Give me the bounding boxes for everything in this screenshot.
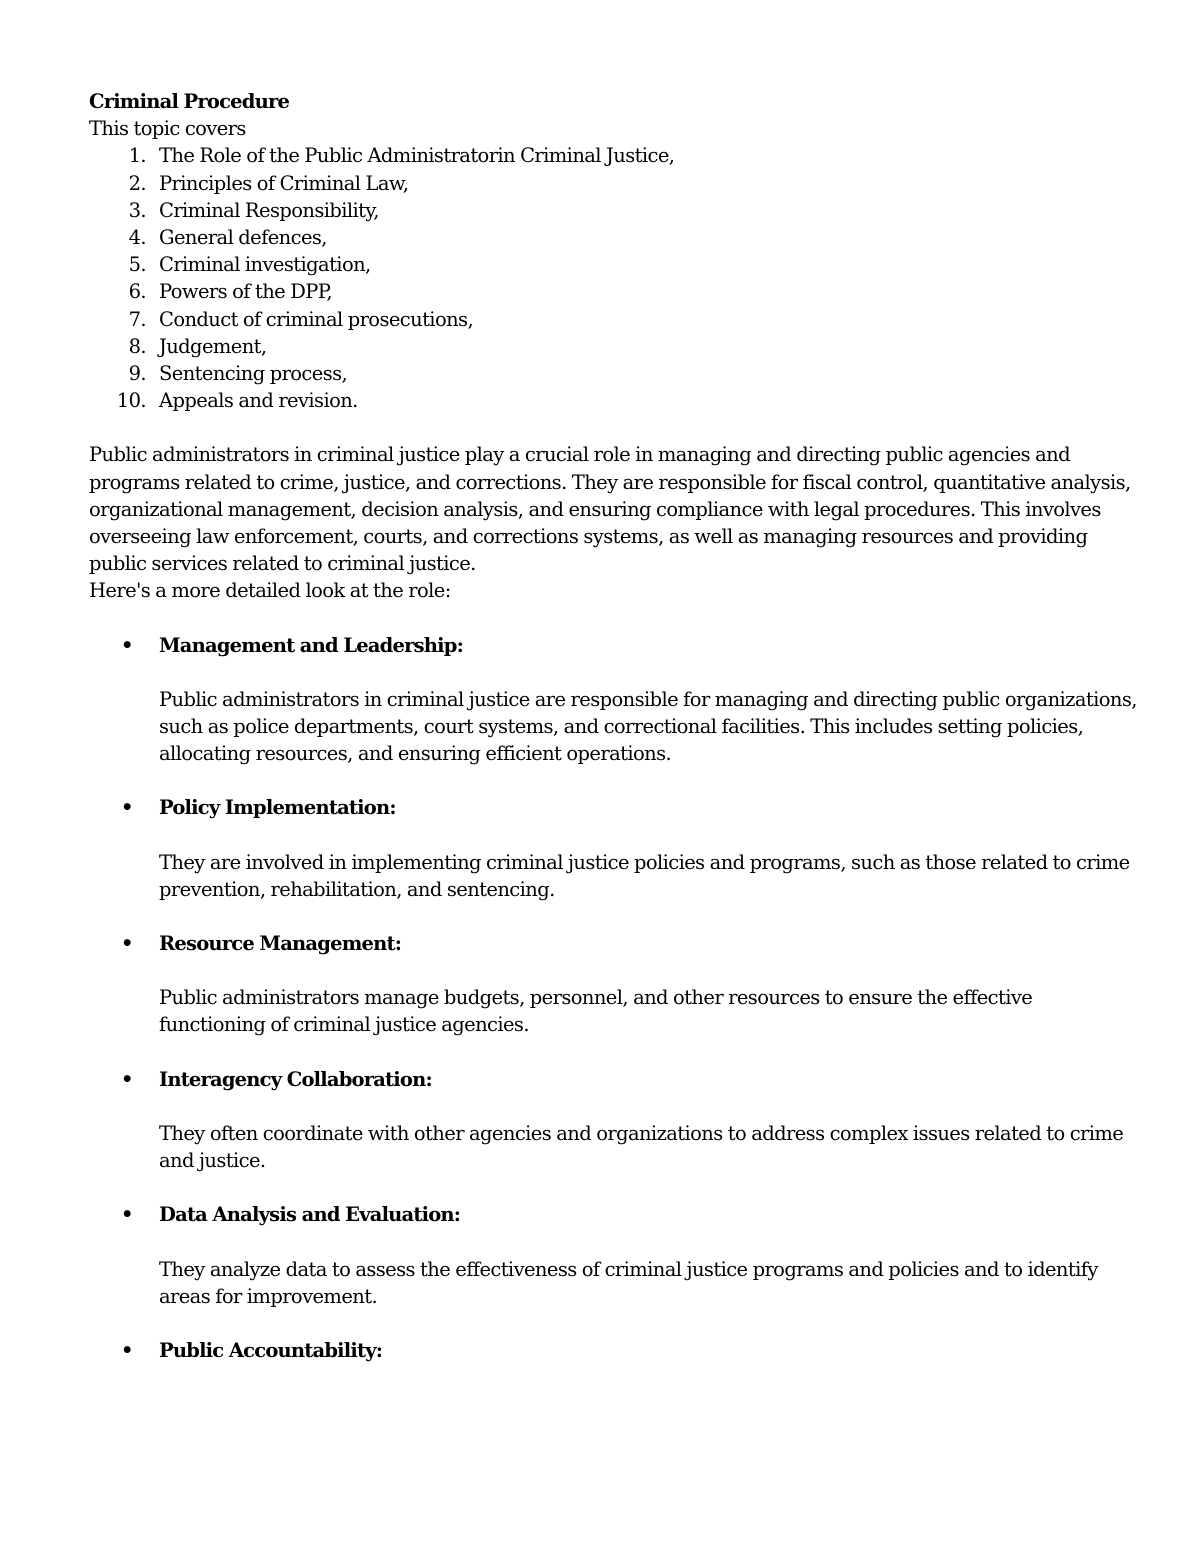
section-body: They analyze data to assess the effectiveness of criminal justice programs and policies and to identify areas for improvement. (159, 1257, 1098, 1308)
section-body: They are involved in implementing criminal justice policies and programs, such as those related to crime prevention, rehabilitation, and sentencing. (159, 850, 1130, 901)
role-section (89, 794, 1139, 903)
list-item (89, 333, 1139, 360)
section-body: Public administrators in criminal justice are responsible for managing and directing public organizations, such as police departments, court systems, and correctional facilities. This includes setting policies, allocating resources, and ensuring efficient operations. (159, 687, 1137, 766)
list-number: 6. (128, 280, 146, 304)
body-paragraph: Public administrators in criminal justice play a crucial role in managing and directing public agencies and programs related to crime, justice, and corrections. They are responsible for fiscal control, quantitative analysis, organizational management, decision analysis, and ensuring compliance with legal procedures. This involves overseeing law enforcement, courts, and corrections systems, as well as managing resources and providing public services related to criminal justice. (89, 443, 1131, 576)
list-number: 5. (128, 253, 146, 277)
list-item (89, 142, 1139, 169)
list-item-text: Sentencing process, (159, 362, 348, 386)
role-section (89, 1337, 1139, 1364)
list-item (89, 387, 1139, 414)
list-number: 8. (128, 334, 146, 358)
list-item (89, 170, 1139, 197)
topic-list (89, 142, 1139, 414)
list-item-text: Conduct of criminal prosecutions, (159, 307, 474, 331)
list-item-text: Judgement, (159, 334, 267, 358)
lead-text: Here's a more detailed look at the role: (89, 579, 451, 603)
role-section (89, 930, 1139, 1039)
bullet-icon: • (121, 1203, 133, 1227)
bullet-icon: • (121, 1067, 133, 1091)
role-section (89, 1066, 1139, 1175)
bullet-icon: • (121, 932, 133, 956)
bullet-icon: • (121, 633, 133, 657)
role-section (89, 1201, 1139, 1310)
intro-text: This topic covers (89, 117, 246, 141)
list-number: 2. (128, 171, 146, 195)
document-title: Criminal Procedure (89, 90, 290, 113)
list-item-text: Criminal investigation, (159, 253, 371, 277)
role-section (89, 632, 1139, 768)
section-heading: Data Analysis and Evaluation: (159, 1203, 461, 1227)
section-heading: Resource Management: (159, 932, 402, 956)
section-heading: Policy Implementation: (159, 796, 396, 820)
list-item-text: Criminal Responsibility, (159, 198, 379, 222)
list-number: 4. (128, 226, 146, 250)
list-item (89, 360, 1139, 387)
list-number: 7. (128, 307, 146, 331)
list-item (89, 278, 1139, 305)
list-number: 10. (116, 389, 146, 413)
list-item-text: Principles of Criminal Law, (159, 171, 409, 195)
list-number: 3. (128, 198, 146, 222)
list-item (89, 251, 1139, 278)
section-heading: Management and Leadership: (159, 633, 463, 657)
list-item-text: Appeals and revision. (159, 389, 358, 413)
list-item (89, 197, 1139, 224)
list-number: 1. (128, 144, 146, 168)
section-heading: Interagency Collaboration: (159, 1067, 432, 1091)
section-heading: Public Accountability: (159, 1338, 383, 1362)
section-body: Public administrators manage budgets, personnel, and other resources to ensure the effective functioning of criminal justice agencies. (159, 986, 1033, 1037)
document-page (89, 88, 1139, 1391)
section-body: They often coordinate with other agencies and organizations to address complex issues related to crime and justice. (159, 1121, 1124, 1173)
list-number: 9. (128, 362, 146, 386)
bullet-icon: • (121, 1338, 133, 1362)
list-item (89, 224, 1139, 251)
list-item-text: General defences, (159, 226, 327, 250)
role-section-list (89, 632, 1139, 1364)
list-item-text: Powers of the DPP, (159, 280, 332, 304)
list-item-text: The Role of the Public Administratorin Criminal Justice, (159, 144, 675, 168)
bullet-icon: • (121, 796, 133, 820)
list-item (89, 306, 1139, 333)
